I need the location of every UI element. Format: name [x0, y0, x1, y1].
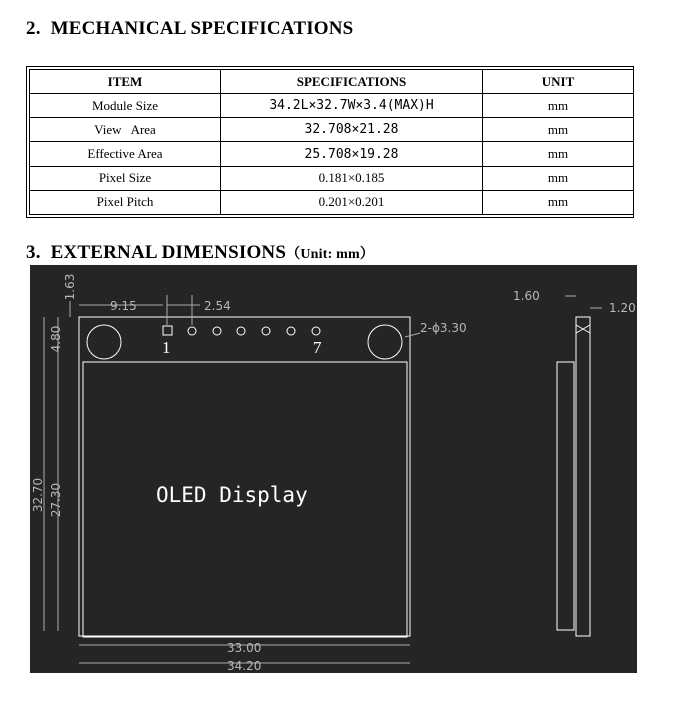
spec-table: [29, 69, 634, 215]
mechanical-spec-table: [26, 66, 634, 218]
side-view-panel: [557, 362, 574, 630]
dim-hole: 2-ϕ3.30: [420, 321, 467, 335]
pin-1-label: 1: [162, 338, 171, 357]
dim-1-20: 1.20: [609, 301, 636, 315]
dim-2-54: 2.54: [204, 299, 231, 313]
cell-item: Pixel Pitch: [30, 190, 221, 214]
dim-33-00: 33.00: [227, 641, 262, 655]
oled-display-label: OLED Display: [156, 483, 308, 507]
cell-unit: mm: [483, 142, 634, 166]
cell-spec: 34.2L×32.7W×3.4(MAX)H: [221, 94, 483, 118]
cell-spec: 0.181×0.185: [221, 166, 483, 190]
dim-1-60: 1.60: [513, 289, 540, 303]
cell-spec: 32.708×21.28: [221, 118, 483, 142]
header-item: ITEM: [30, 70, 221, 94]
pin-pad: [262, 327, 270, 335]
table-row: [30, 118, 634, 142]
cell-unit: mm: [483, 94, 634, 118]
cell-item: View Area: [30, 118, 221, 142]
pin-pad: [188, 327, 196, 335]
dim-32-70: 32.70: [31, 477, 45, 513]
dim-4-80: 4.80: [49, 325, 63, 353]
cell-unit: mm: [483, 190, 634, 214]
header-unit: UNIT: [483, 70, 634, 94]
section-3-title: EXTERNAL DIMENSIONS: [50, 242, 287, 263]
pin-7-label: 7: [313, 338, 322, 357]
pin-pad: [312, 327, 320, 335]
dim-9-15: 9.15: [110, 299, 137, 313]
cell-item: Module Size: [30, 94, 221, 118]
section-3-heading: [26, 242, 374, 264]
cell-unit: mm: [483, 118, 634, 142]
pin-pad: [237, 327, 245, 335]
table-row: [30, 190, 634, 214]
section-2-heading: [26, 18, 353, 40]
module-outline: [79, 317, 410, 636]
section-2-title: MECHANICAL SPECIFICATIONS: [50, 18, 354, 39]
table-row: [30, 142, 634, 166]
dim-27-30: 27.30: [49, 482, 63, 518]
section-3-number: 3.: [26, 242, 41, 263]
unit-note: （Unit: mm）: [286, 247, 375, 262]
dimension-drawing-svg: [30, 265, 637, 673]
mounting-hole-left: [87, 325, 121, 359]
section-2-number: 2.: [26, 18, 41, 39]
header-specifications: SPECIFICATIONS: [221, 70, 483, 94]
pin-pad: [213, 327, 221, 335]
table-row: [30, 94, 634, 118]
table-row: [30, 166, 634, 190]
cell-unit: mm: [483, 166, 634, 190]
cell-spec: 0.201×0.201: [221, 190, 483, 214]
pin-1-pad: [163, 326, 172, 335]
mounting-hole-right: [368, 325, 402, 359]
side-view-outline: [576, 317, 590, 636]
cell-spec: 25.708×19.28: [221, 142, 483, 166]
dim-1-63: 1.63: [63, 273, 77, 301]
dimension-drawing: [30, 265, 637, 673]
table-header-row: [30, 70, 634, 94]
cell-item: Effective Area: [30, 142, 221, 166]
dim-34-20: 34.20: [227, 659, 262, 673]
pin-pad: [287, 327, 295, 335]
cell-item: Pixel Size: [30, 166, 221, 190]
